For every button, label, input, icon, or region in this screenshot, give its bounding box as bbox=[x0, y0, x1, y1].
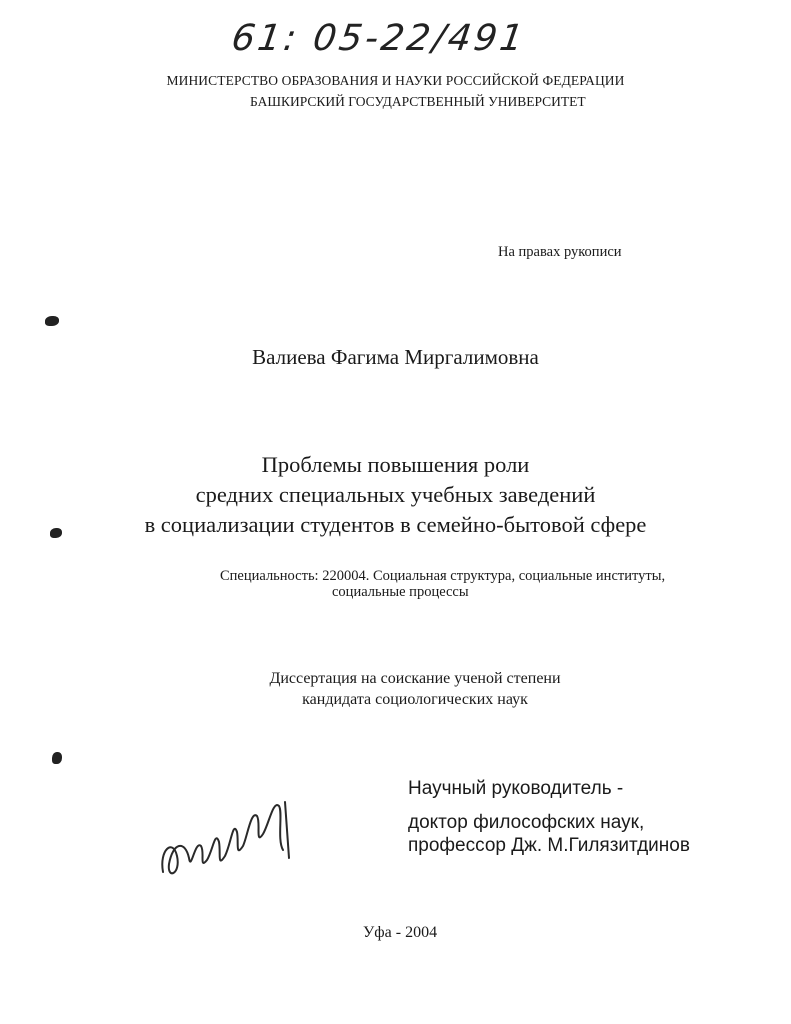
specialty-line-1: Специальность: 220004. Социальная структура, социальные институты, bbox=[220, 568, 666, 584]
supervisor-degree: доктор философских наук, bbox=[408, 812, 645, 833]
city-year: Уфа - 2004 bbox=[362, 924, 438, 941]
binding-mark-3 bbox=[52, 752, 62, 764]
rights-note: На правах рукописи bbox=[498, 244, 622, 260]
archive-number: 61: 05-22/491 bbox=[229, 18, 529, 59]
signature-drawing bbox=[155, 780, 295, 890]
supervisor-name: профессор Дж. М.Гилязитдинов bbox=[408, 835, 690, 856]
binding-mark-2 bbox=[50, 528, 62, 538]
binding-mark-1 bbox=[45, 316, 59, 326]
university-name: БАШКИРСКИЙ ГОСУДАРСТВЕННЫЙ УНИВЕРСИТЕТ bbox=[250, 94, 586, 109]
title-line-3: в социализации студентов в семейно-бытовой сфере bbox=[144, 512, 647, 537]
dissertation-line-2: кандидата социологических наук bbox=[302, 691, 528, 708]
author-name: Валиева Фагима Миргалимовна bbox=[252, 345, 539, 369]
dissertation-line-1: Диссертация на соискание ученой степени bbox=[269, 670, 561, 687]
title-line-1: Проблемы повышения роли bbox=[261, 452, 530, 477]
specialty-line-2: социальные процессы bbox=[332, 584, 469, 600]
ministry-name: МИНИСТЕРСТВО ОБРАЗОВАНИЯ И НАУКИ РОССИЙСКОЙ ФЕДЕРАЦИИ bbox=[166, 73, 625, 88]
supervisor-label: Научный руководитель - bbox=[408, 778, 624, 799]
title-line-2: средних специальных учебных заведений bbox=[195, 482, 596, 507]
